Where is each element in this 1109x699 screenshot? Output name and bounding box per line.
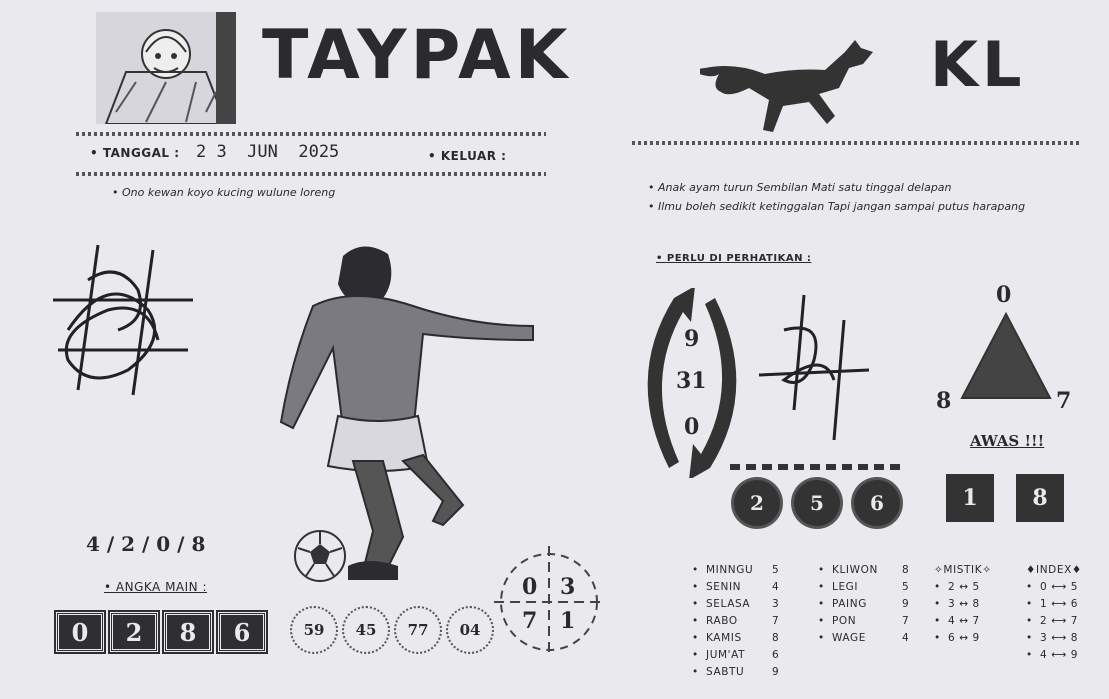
table-row: • 1 ⟷ 6 bbox=[1026, 597, 1079, 610]
horse-icon bbox=[700, 32, 880, 140]
triangle-left: 8 bbox=[936, 388, 952, 414]
cross-grid-value: 3 bbox=[560, 574, 576, 600]
table-row: • JUM'AT 6 bbox=[692, 648, 780, 661]
scribble-mark bbox=[754, 290, 874, 454]
table-row: • 0 ⟷ 5 bbox=[1026, 580, 1079, 593]
twin-number: 59 bbox=[290, 606, 338, 654]
twin-number: 45 bbox=[342, 606, 390, 654]
cross-grid-value: 1 bbox=[560, 608, 576, 634]
table-row: • KLIWON 8 bbox=[818, 563, 910, 576]
awas-number: 8 bbox=[1016, 474, 1064, 522]
triangle-icon bbox=[960, 312, 1052, 404]
table-row: • PAING 9 bbox=[818, 597, 910, 610]
angka-main-row bbox=[56, 612, 266, 652]
angka-main-digit: 2 bbox=[110, 612, 158, 652]
days-table bbox=[692, 561, 779, 680]
keluar-label: • KELUAR : bbox=[428, 149, 507, 163]
angka-main-digit: 8 bbox=[164, 612, 212, 652]
angka-main-label: • ANGKA MAIN : bbox=[104, 580, 208, 594]
table-row: • 3 ↔ 8 bbox=[934, 597, 980, 610]
table-row: • SENIN 4 bbox=[692, 580, 780, 593]
perlu-label: • PERLU DI PERHATIKAN : bbox=[656, 253, 812, 264]
divider bbox=[632, 141, 1082, 145]
scribble-mark bbox=[48, 240, 198, 404]
table-row: • 6 ↔ 9 bbox=[934, 631, 980, 644]
table-row: • PON 7 bbox=[818, 614, 910, 627]
right-note: • Ilmu boleh sedikit ketinggalan Tapi jangan sampai putus harapang bbox=[648, 200, 1026, 213]
triangle-top: 0 bbox=[996, 282, 1012, 308]
table-row: • SELASA 3 bbox=[692, 597, 780, 610]
dark-circle-number: 2 bbox=[734, 480, 780, 526]
twin-number-row bbox=[290, 606, 494, 654]
angka-main-digit: 6 bbox=[218, 612, 266, 652]
dark-circle-number: 5 bbox=[794, 480, 840, 526]
divider bbox=[76, 172, 546, 176]
table-row: • LEGI 5 bbox=[818, 580, 910, 593]
awas-number: 1 bbox=[946, 474, 994, 522]
cross-grid-value: 7 bbox=[522, 608, 538, 634]
table-row: • 4 ↔ 7 bbox=[934, 614, 980, 627]
table-row: • 4 ⟷ 9 bbox=[1026, 648, 1079, 661]
tanggal-value: 2 3 JUN 2025 bbox=[196, 142, 340, 162]
cross-grid-value: 0 bbox=[522, 574, 538, 600]
table-row: • MINNGU 5 bbox=[692, 563, 780, 576]
twin-number: 04 bbox=[446, 606, 494, 654]
cycle-number: 31 bbox=[676, 368, 707, 394]
cycle-number: 0 bbox=[684, 414, 700, 440]
mistik-table bbox=[934, 561, 992, 646]
cartoon-illustration bbox=[96, 12, 236, 124]
dashed-divider bbox=[730, 464, 906, 470]
angka-main-digit: 0 bbox=[56, 612, 104, 652]
divider bbox=[76, 132, 546, 136]
awas-label: AWAS !!! bbox=[970, 432, 1045, 450]
soccer-ball-icon bbox=[292, 528, 348, 588]
right-note: • Anak ayam turun Sembilan Mati satu tinggal delapan bbox=[648, 181, 952, 194]
dark-circle-number: 6 bbox=[854, 480, 900, 526]
cross-grid bbox=[494, 546, 604, 658]
page-title: TAYPAK bbox=[262, 16, 572, 95]
left-note: • Ono kewan koyo kucing wulune loreng bbox=[112, 186, 336, 199]
cycle-number: 9 bbox=[684, 326, 700, 352]
table-row: • WAGE 4 bbox=[818, 631, 910, 644]
table-row: • SABTU 9 bbox=[692, 665, 780, 678]
right-title: KL bbox=[930, 28, 1026, 101]
index-header: ♦ INDEX ♦ bbox=[1026, 563, 1082, 576]
table-row: • 2 ⟷ 7 bbox=[1026, 614, 1079, 627]
dark-circle-row bbox=[734, 480, 900, 526]
pasaran-table bbox=[818, 561, 909, 646]
triangle-right: 7 bbox=[1056, 388, 1072, 414]
index-table bbox=[1026, 561, 1082, 663]
mistik-header: ✧ MISTIK ✧ bbox=[934, 563, 992, 576]
number-sequence: 4 / 2 / 0 / 8 bbox=[86, 532, 206, 556]
twin-number: 77 bbox=[394, 606, 442, 654]
table-row: • RABO 7 bbox=[692, 614, 780, 627]
table-row: • 2 ↔ 5 bbox=[934, 580, 980, 593]
table-row: • KAMIS 8 bbox=[692, 631, 780, 644]
tanggal-label: • TANGGAL : bbox=[90, 146, 180, 160]
table-row: • 3 ⟷ 8 bbox=[1026, 631, 1079, 644]
